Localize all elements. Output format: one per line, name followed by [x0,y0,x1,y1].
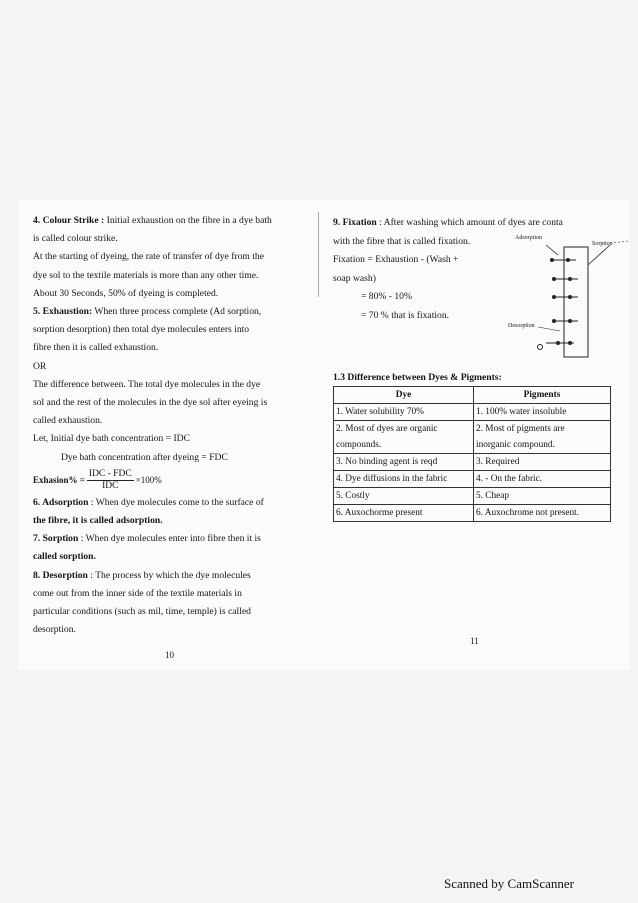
text-line: is called colour strike. [33,233,118,245]
text-line: dye sol to the textile materials is more than any other time. [33,269,259,281]
dyeing-diagram [500,235,630,360]
adsorption-label: Adsorption [515,235,542,241]
fixation-line [333,214,613,233]
or-line: OR [33,360,47,372]
desorption-line [33,567,315,585]
sorption-heading: 7. Sorption [33,533,79,545]
adsorption-text: : When dye molecules come to the surface of [88,496,264,508]
text-line: with the fibre that is called fixation. [333,235,471,247]
sorption-label: Sorption [592,241,613,247]
text-line: called sorption. [33,551,96,563]
text-line: come out from the inner side of the textile materials in [33,587,242,599]
table-cell: 2. Most of dyes are organic [334,421,474,438]
table-row [334,454,611,471]
fixation-text: : After washing which amount of dyes are conta [376,217,563,228]
table-cell: 4. - On the fabric. [474,471,611,488]
column-divider [318,212,319,297]
exhaustion-heading: 5. Exhaustion: [33,306,93,318]
text-line: Fixation = Exhaustion - (Wash + [333,254,459,265]
formula-numerator: IDC - FDC [88,468,132,479]
text-line: The difference between. The total dye molecules in the dye [33,378,261,390]
adsorption-line [33,494,315,512]
text-line: soap wash) [333,272,376,284]
desorption-label: Desorption [508,323,535,329]
adsorption-heading: 6. Adsorption [33,496,89,508]
colour-strike-line [33,212,315,230]
header-pigments: Pigments [474,387,611,404]
desorption-text: : The process by which the dye molecules [87,569,251,581]
table-cell: 6. Auxochrome not present. [474,505,611,522]
formula-fraction [87,469,134,492]
text-line: sorption desorption) then total dye molecules enters into [33,324,250,336]
text-line: About 30 Seconds, 50% of dyeing is completed. [33,287,219,299]
text-line: Let, Initial dye bath concentration = IDC [33,433,190,445]
text-line: = 70 % that is fixation. [361,309,450,321]
table-row [334,471,611,488]
left-column [33,212,315,639]
colour-strike-text: Initial exhaustion on the fibre in a dye bath [104,215,272,226]
table-cell: 3. Required [474,454,611,471]
text-line: desorption. [33,624,76,636]
formula-multiplier: ×100% [135,475,162,486]
text-line: sol and the rest of the molecules in the dye sol after eyeing is [33,397,268,409]
exhaustion-line [33,303,315,321]
page-number-right: 11 [470,636,479,646]
text-line: = 80% - 10% [361,291,412,302]
text-line: the fibre, it is called adsorption. [33,515,163,527]
text-line: fibre then it is called exhaustion. [33,342,159,354]
table-title: 1.3 Difference between Dyes & Pigments: [333,372,502,383]
formula-label: Exhasion% = [33,475,85,486]
table-row [334,404,611,421]
table-cell: 3. No binding agent is reqd [334,454,474,471]
table-cell: 1. 100% water insoluble [474,404,611,421]
table-cell: compounds. [334,437,474,454]
desorption-heading: 8. Desorption [33,569,88,581]
fibre-rect [564,247,588,357]
table-cell: 5. Cheap [474,488,611,505]
dyes-pigments-table [333,386,611,522]
text-line: At the starting of dyeing, the rate of transfer of dye from the [33,251,264,263]
table-cell: inorganic compound. [474,437,611,454]
sorption-text: : When dye molecules enter into fibre then it is [78,533,261,545]
exhaustion-text: When three process complete (Ad sorption, [92,306,262,318]
scanner-watermark: Scanned by CamScanner [444,876,574,891]
text-line: Dye bath concentration after dyeing = FDC [61,451,228,463]
table-row [334,437,611,454]
table-cell: 4. Dye diffusions in the fabric [334,471,474,488]
formula-denominator: IDC [102,480,119,491]
table-cell: 2. Most of pigments are [474,421,611,438]
table-cell: 1. Water solubility 70% [334,404,474,421]
header-dye: Dye [334,387,474,404]
text-line: called exhaustion. [33,415,103,427]
table-row [334,505,611,522]
colour-strike-heading: 4. Colour Strike : [33,215,105,226]
table-cell: 6. Auxochorme present [334,505,474,522]
table-row [334,421,611,438]
table-header-row [334,387,611,404]
table-row [334,488,611,505]
sorption-line [33,530,315,548]
fibre-diagram-graphic [500,235,630,360]
exhaustion-formula [33,469,315,492]
fixation-heading: 9. Fixation [333,217,377,228]
table-cell: 5. Costly [334,488,474,505]
page-number-left: 10 [165,650,174,660]
text-line: particular conditions (such as mil, time, temple) is called [33,606,251,618]
